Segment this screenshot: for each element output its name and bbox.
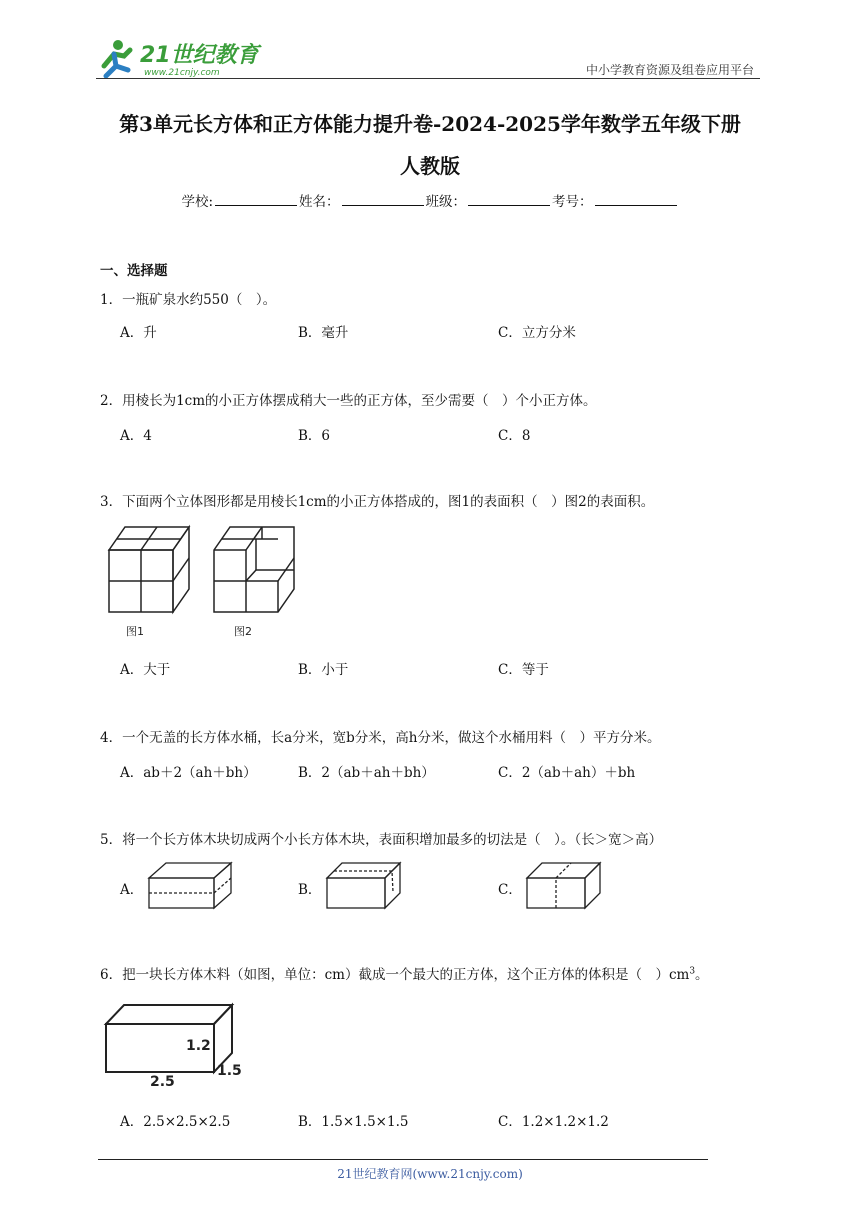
q4-option-a[interactable]: A．ab＋2（ah＋bh） bbox=[120, 765, 257, 781]
footer-link[interactable]: 21世纪教育网(www.21cnjy.com) bbox=[337, 1167, 523, 1181]
exam-no-label: 考号： bbox=[552, 194, 593, 210]
question-4: 4．一个无盖的长方体水桶，长a分米，宽b分米，高h分米，做这个水桶用料（ ）平方分米。 bbox=[100, 730, 661, 746]
q3-option-b[interactable]: B．小于 bbox=[298, 662, 349, 678]
logo-text: 21世纪教育 bbox=[140, 43, 259, 68]
q6-option-a[interactable]: A．2.5×2.5×2.5 bbox=[120, 1114, 231, 1130]
site-logo bbox=[96, 36, 266, 80]
q1-option-b[interactable]: B．毫升 bbox=[298, 325, 349, 341]
figure-1-label: 图1 bbox=[126, 625, 144, 638]
q5-figure-c bbox=[524, 860, 606, 916]
q1-option-a[interactable]: A．升 bbox=[120, 325, 157, 341]
class-label: 班级： bbox=[425, 194, 467, 210]
width-label: 1.5 bbox=[217, 1063, 242, 1079]
footer-divider bbox=[98, 1159, 708, 1160]
cubic-exponent: 3 bbox=[689, 966, 696, 977]
q6-cuboid-figure bbox=[102, 1000, 247, 1096]
q5-option-b[interactable]: B． bbox=[298, 882, 322, 898]
q5-option-c[interactable]: C． bbox=[498, 882, 522, 898]
q6-option-b[interactable]: B．1.5×1.5×1.5 bbox=[298, 1114, 409, 1130]
platform-name: 中小学教育资源及组卷应用平台 bbox=[585, 63, 754, 77]
q6-option-c[interactable]: C．1.2×1.2×1.2 bbox=[498, 1114, 609, 1130]
student-info bbox=[0, 190, 860, 210]
q2-option-c[interactable]: C．8 bbox=[498, 428, 531, 444]
question-1: 1．一瓶矿泉水约550（ ）。 bbox=[100, 292, 277, 308]
question-2: 2．用棱长为1cm的小正方体摆成稍大一些的正方体，至少需要（ ）个小正方体。 bbox=[100, 393, 597, 409]
figure-2-cube bbox=[214, 527, 294, 612]
school-label: 学校: bbox=[181, 194, 214, 210]
q5-figure-a bbox=[146, 860, 238, 916]
page-title: 第3单元长方体和正方体能力提升卷-2024-2025学年数学五年级下册 bbox=[119, 112, 741, 136]
figure-1-cube bbox=[109, 527, 189, 612]
school-blank[interactable] bbox=[215, 193, 297, 206]
length-label: 2.5 bbox=[150, 1074, 175, 1090]
q3-figures bbox=[104, 522, 304, 648]
question-6 bbox=[100, 963, 709, 983]
question-5: 5．将一个长方体木块切成两个小长方体木块，表面积增加最多的切法是（ ）。（长＞宽＞高） bbox=[100, 832, 663, 848]
figure-2-label: 图2 bbox=[234, 625, 252, 638]
name-blank[interactable] bbox=[342, 193, 424, 206]
page-subtitle: 人教版 bbox=[400, 154, 460, 178]
name-label: 姓名： bbox=[299, 194, 340, 210]
exam-no-blank[interactable] bbox=[595, 193, 677, 206]
q4-option-c[interactable]: C．2（ab＋ah）＋bh bbox=[498, 765, 636, 781]
question-3: 3．下面两个立体图形都是用棱长1cm的小正方体搭成的，图1的表面积（ ）图2的表面积。 bbox=[100, 494, 655, 510]
height-label: 1.2 bbox=[186, 1038, 211, 1054]
runner-icon bbox=[104, 40, 130, 76]
q3-option-c[interactable]: C．等于 bbox=[498, 662, 549, 678]
question-6-end: 。 bbox=[695, 967, 709, 983]
q5-figure-b bbox=[324, 860, 406, 916]
q2-option-b[interactable]: B．6 bbox=[298, 428, 331, 444]
header-divider bbox=[96, 78, 760, 79]
q4-option-b[interactable]: B．2（ab＋ah＋bh） bbox=[298, 765, 435, 781]
q1-option-c[interactable]: C．立方分米 bbox=[498, 325, 576, 341]
class-blank[interactable] bbox=[468, 193, 550, 206]
logo-url: www.21cnjy.com bbox=[144, 68, 220, 78]
question-6-text: 6．把一块长方体木料（如图，单位：cm）截成一个最大的正方体，这个正方体的体积是（ ）cm bbox=[100, 967, 690, 983]
section-heading: 一、选择题 bbox=[100, 263, 168, 279]
q5-option-a[interactable]: A． bbox=[120, 882, 144, 898]
q2-option-a[interactable]: A．4 bbox=[120, 428, 152, 444]
q3-option-a[interactable]: A．大于 bbox=[120, 662, 171, 678]
